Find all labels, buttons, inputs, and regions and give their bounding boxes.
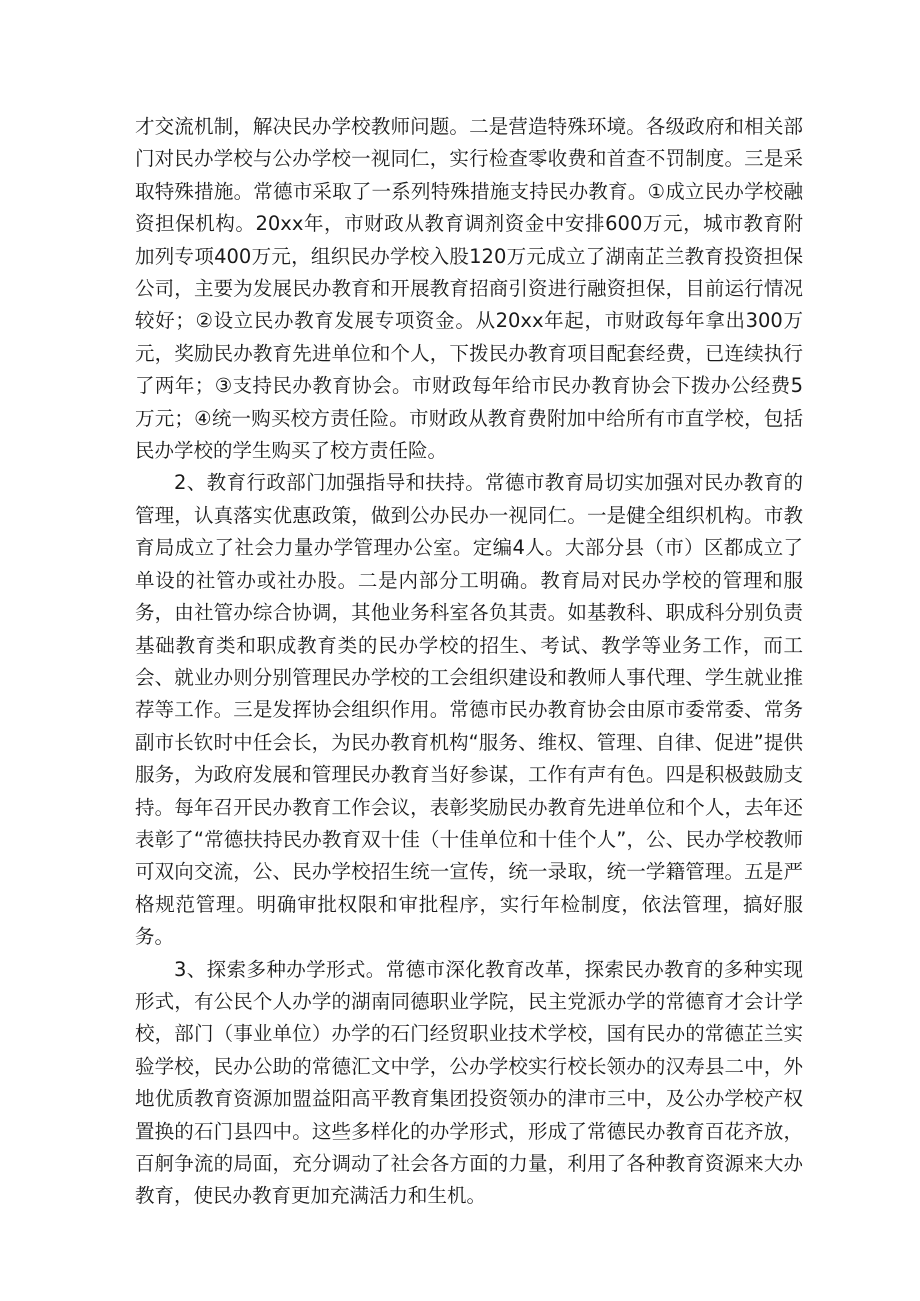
paragraph-2: 2、教育行政部门加强指导和扶持。常德市教育局切实加强对民办教育的管理，认真落实优惠政策，做到公办民办一视同仁。一是健全组织机构。市教育局成立了社会力量办学管理办公室。定编4人。大部分县（市）区都成立了单设的社管办或社办股。二是内部分工明确。教育局对民办学校的管理和服务，由社管办综合协调，其他业务科室各负其责。如基教科、职成科分别负责基础教育类和职成教育类的民办学校的招生、考试、教学等业务工作，而工会、就业办则分别管理民办学校的工会组织建设和教师人事代理、学生就业推荐等工作。三是发挥协会组织作用。常德市民办教育协会由原市委常委、常务副市长钦时中任会长，为民办教育机构“服务、维权、管理、自律、促进”提供服务，为政府发展和管理民办教育当好参谋，工作有声有色。四是积极鼓励支持。每年召开民办教育工作会议，表彰奖励民办教育先进单位和个人，去年还表彰了“常德扶持民办教育双十佳（十佳单位和十佳个人”，公、民办学校教师可双向交流，公、民办学校招生统一宣传，统一录取，统一学籍管理。五是严格规范管理。明确审批权限和审批程序，实行年检制度，依法管理，搞好服务。: [135, 471, 803, 949]
paragraph-3: 3、探索多种办学形式。常德市深化教育改革，探索民办教育的多种实现形式，有公民个人办学的湖南同德职业学院，民主党派办学的常德育才会计学校，部门（事业单位）办学的石门经贸职业技术学校，国有民办的常德芷兰实验学校，民办公助的常德汇文中学，公办学校实行校长领办的汉寿县二中，外地优质教育资源加盟益阳高平教育集团投资领办的津市三中，及公办学校产权置换的石门县四中。这些多样化的办学形式，形成了常德民办教育百花齐放，百舸争流的局面，充分调动了社会各方面的力量，利用了各种教育资源来大办教育，使民办教育更加充满活力和生机。: [135, 957, 803, 1208]
paragraph-1: 才交流机制，解决民办学校教师问题。二是营造特殊环境。各级政府和相关部门对民办学校与公办学校一视同仁，实行检查零收费和首查不罚制度。三是采取特殊措施。常德市采取了一系列特殊措施支持民办教育。①成立民办学校融资担保机构。20xx年，市财政从教育调剂资金中安排600万元，城市教育附加列专项400万元，组织民办学校入股120万元成立了湖南芷兰教育投资担保公司，主要为发展民办教育和开展教育招商引资进行融资担保，目前运行情况较好；②设立民办教育发展专项资金。从20xx年起，市财政每年拿出300万元，奖励民办教育先进单位和个人，下拨民办教育项目配套经费，已连续执行了两年；③支持民办教育协会。市财政每年给市民办教育协会下拨办公经费5万元；④统一购买校方责任险。市财政从教育费附加中给所有市直学校，包括民办学校的学生购买了校方责任险。: [135, 115, 803, 463]
document-body: [135, 111, 803, 1213]
